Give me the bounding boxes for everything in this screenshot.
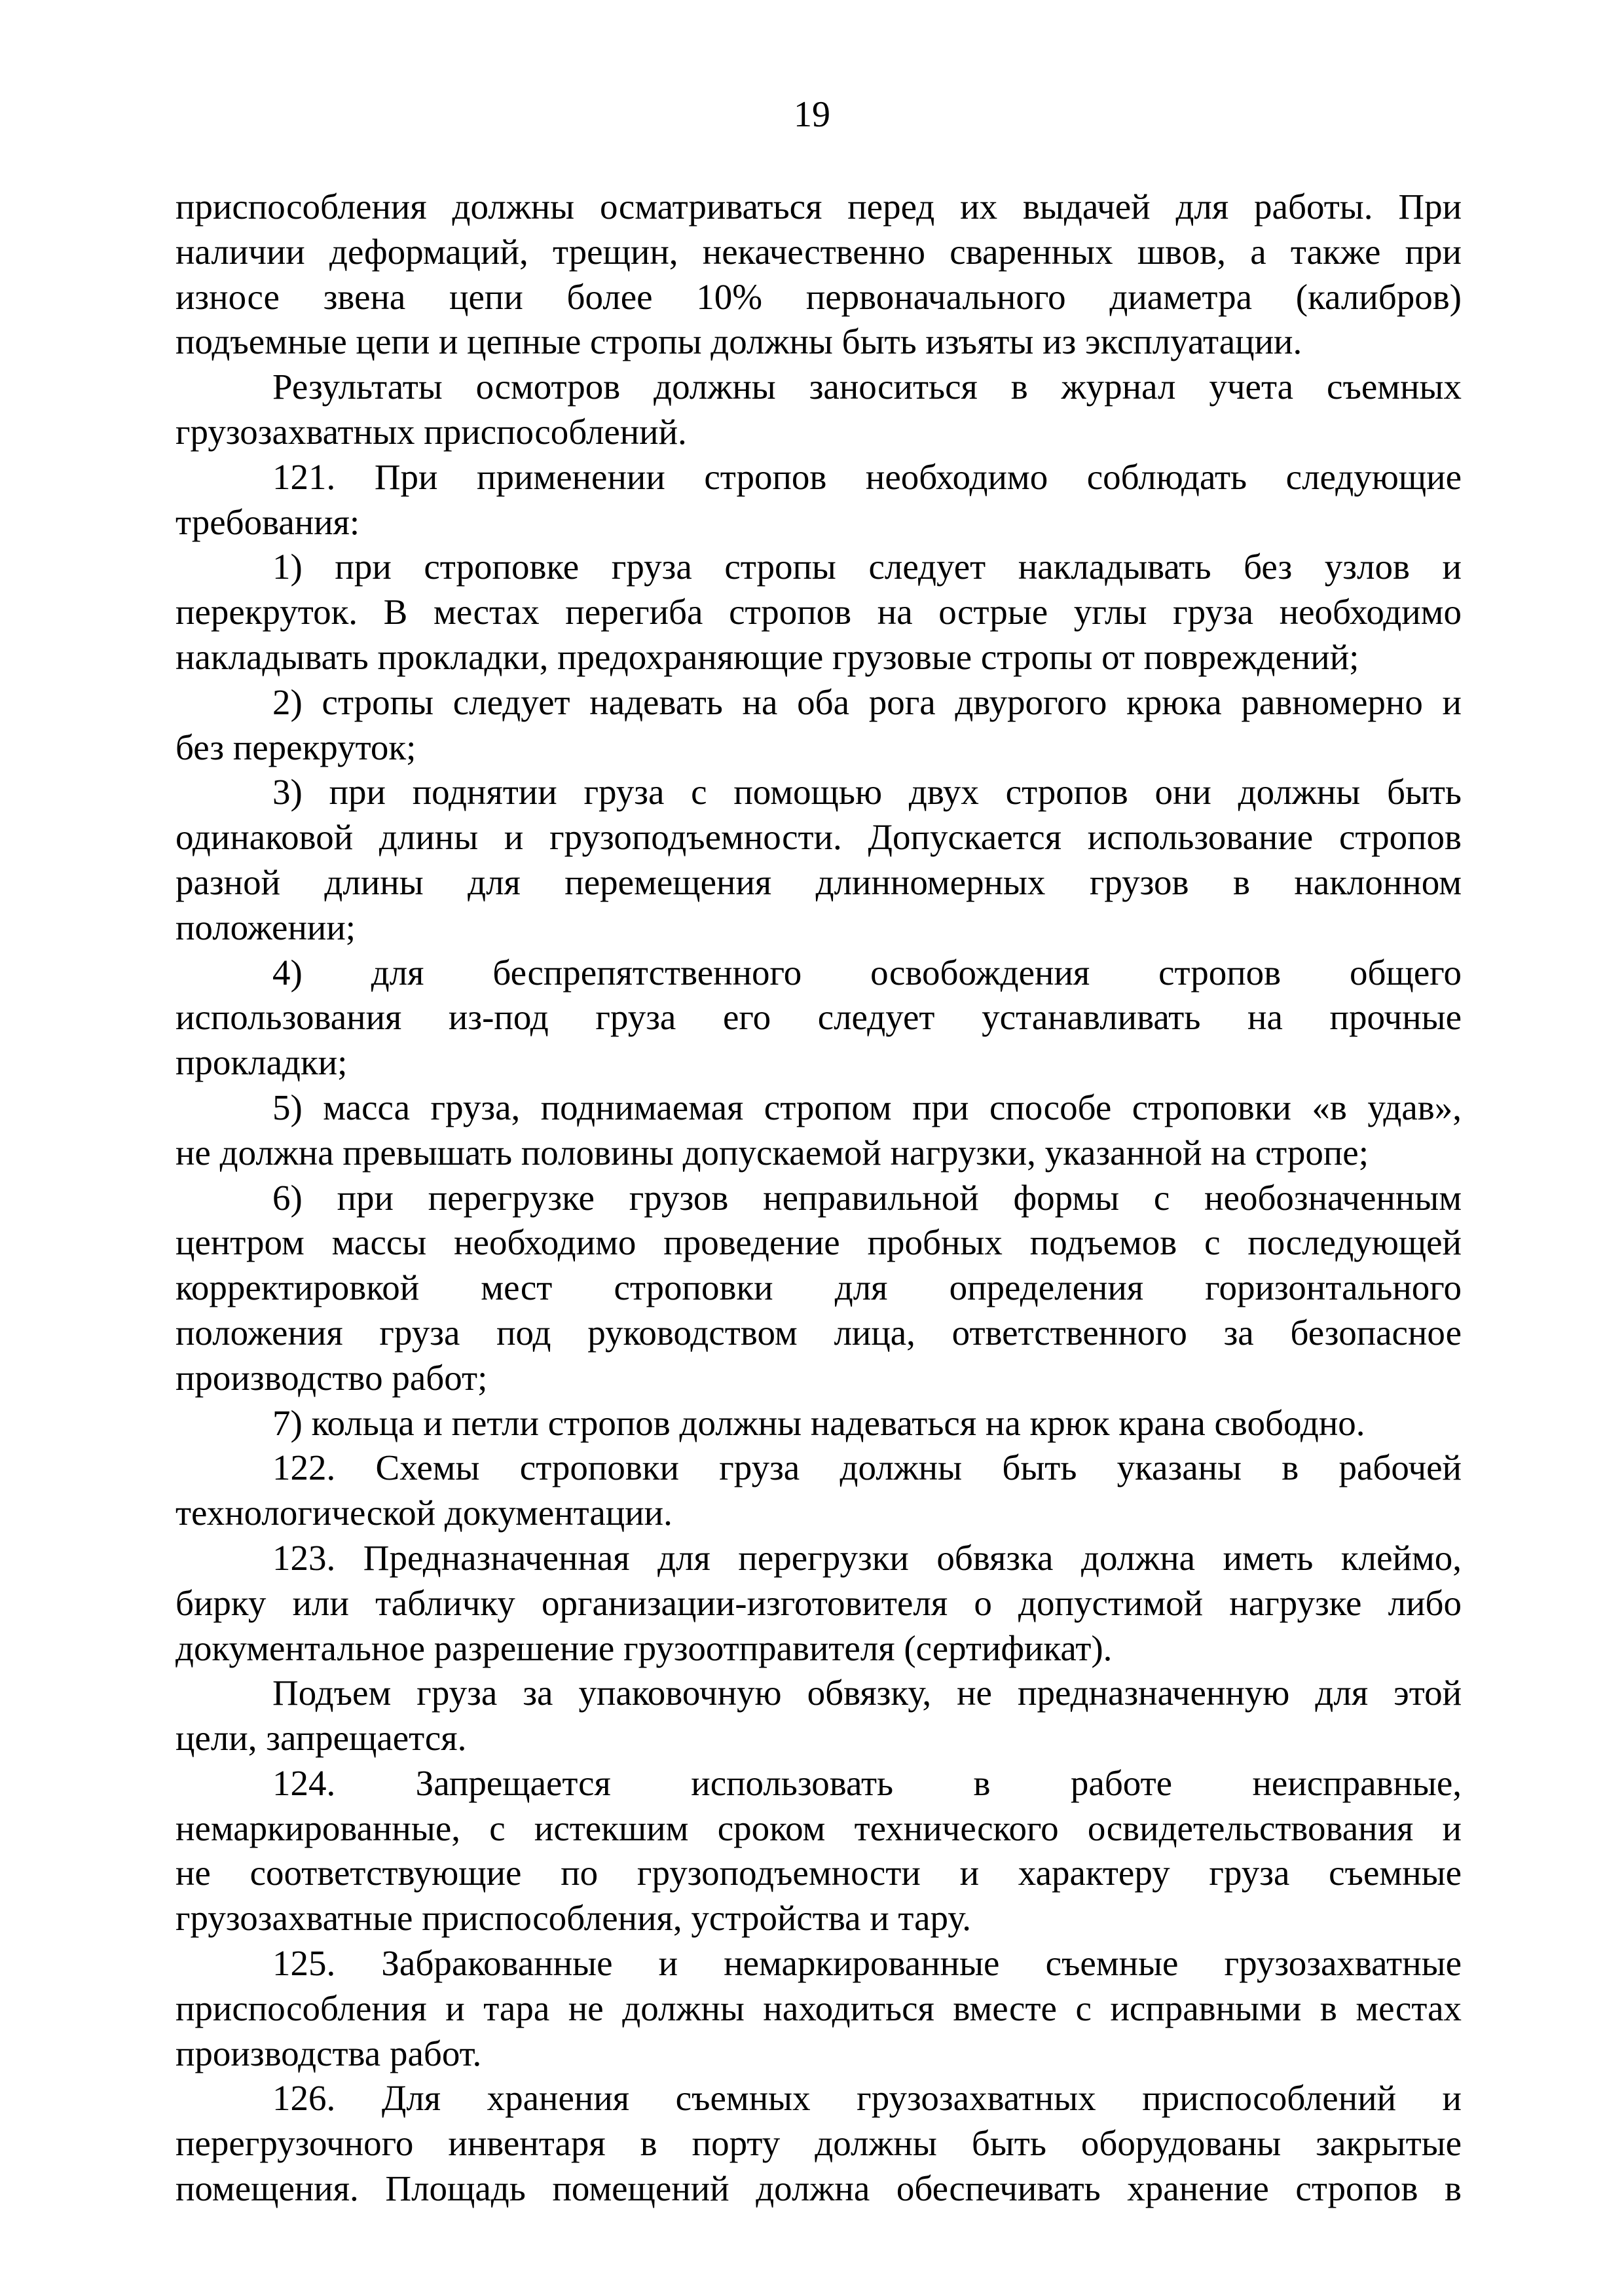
document-body — [175, 185, 1462, 2212]
paragraph — [175, 1941, 1462, 2076]
text-line: требования: — [175, 501, 360, 542]
text-line: производства работ. — [175, 2033, 482, 2073]
text-line: перегрузочного инвентаря в порту должны быть оборудованы закрытые — [175, 2123, 1462, 2164]
text-line: прокладки; — [175, 1042, 348, 1083]
text-line: 124. Запрещается использовать в работе неисправные, — [272, 1762, 1462, 1803]
paragraph — [175, 365, 1462, 455]
paragraph — [175, 545, 1462, 680]
text-line: помещения. Площадь помещений должна обеспечивать хранение стропов в — [175, 2168, 1462, 2209]
paragraph — [175, 455, 1462, 545]
text-line: перекруток. В местах перегиба стропов на острые углы груза необходимо — [175, 592, 1462, 632]
text-line: наличии деформаций, трещин, некачественно сваренных швов, а также при — [175, 231, 1462, 272]
text-line: подъемные цепи и цепные стропы должны быть изъяты из эксплуатации. — [175, 321, 1302, 362]
text-line: 121. При применении стропов необходимо соблюдать следующие — [272, 456, 1462, 497]
paragraph — [175, 770, 1462, 950]
text-line: Подъем груза за упаковочную обвязку, не предназначенную для этой — [272, 1673, 1462, 1713]
text-line: не соответствующие по грузоподъемности и характеру груза съемные — [175, 1853, 1462, 1893]
text-line: 5) масса груза, поднимаемая стропом при способе строповки «в удав», — [272, 1087, 1462, 1127]
paragraph — [175, 680, 1462, 771]
text-line: документальное разрешение грузоотправителя (сертификат). — [175, 1628, 1113, 1668]
text-line: 4) для беспрепятственного освобождения стропов общего — [272, 952, 1462, 993]
paragraph — [175, 1761, 1462, 1941]
paragraph — [175, 1536, 1462, 1671]
text-line: не должна превышать половины допускаемой нагрузки, указанной на стропе; — [175, 1132, 1369, 1173]
text-line: 2) стропы следует надевать на оба рога двурогого крюка равномерно и — [272, 682, 1462, 722]
paragraph — [175, 1671, 1462, 1761]
text-line: грузозахватных приспособлений. — [175, 411, 687, 452]
text-line: 123. Предназначенная для перегрузки обвязка должна иметь клеймо, — [272, 1537, 1462, 1578]
paragraph — [175, 2076, 1462, 2211]
text-line: без перекруток; — [175, 727, 416, 767]
text-line: приспособления и тара не должны находиться вместе с исправными в местах — [175, 1988, 1462, 2028]
paragraph — [175, 1176, 1462, 1401]
text-line: одинаковой длины и грузоподъемности. Допускается использование стропов — [175, 817, 1462, 858]
text-line: 1) при строповке груза стропы следует накладывать без узлов и — [272, 547, 1462, 587]
text-line: корректировкой мест строповки для определения горизонтального — [175, 1267, 1462, 1308]
text-line: разной длины для перемещения длинномерных грузов в наклонном — [175, 862, 1462, 902]
text-line: накладывать прокладки, предохраняющие грузовые стропы от повреждений; — [175, 636, 1359, 677]
text-line: приспособления должны осматриваться перед их выдачей для работы. При — [175, 187, 1462, 227]
text-line: 125. Забракованные и немаркированные съемные грузозахватные — [272, 1943, 1462, 1984]
paragraph — [175, 185, 1462, 365]
text-line: 126. Для хранения съемных грузозахватных приспособлений и — [272, 2078, 1462, 2119]
text-line: 122. Схемы строповки груза должны быть указаны в рабочей — [272, 1448, 1462, 1488]
text-line: положения груза под руководством лица, ответственного за безопасное — [175, 1312, 1462, 1353]
text-line: Результаты осмотров должны заноситься в журнал учета съемных — [272, 367, 1462, 407]
text-line: бирку или табличку организации-изготовителя о допустимой нагрузке либо — [175, 1582, 1462, 1623]
paragraph — [175, 1446, 1462, 1536]
text-line: использования из-под груза его следует устанавливать на прочные — [175, 997, 1462, 1038]
text-line: немаркированные, с истекшим сроком технического освидетельствования и — [175, 1808, 1462, 1848]
paragraph — [175, 1085, 1462, 1176]
paragraph — [175, 951, 1462, 1085]
text-line: 6) при перегрузке грузов неправильной формы с необозначенным — [272, 1177, 1462, 1218]
text-line: технологической документации. — [175, 1493, 673, 1533]
text-line: цели, запрещается. — [175, 1718, 467, 1758]
paragraph — [175, 1401, 1462, 1446]
page-number: 19 — [794, 94, 830, 135]
text-line: износе звена цепи более 10% первоначального диаметра (калибров) — [175, 276, 1462, 317]
text-line: положении; — [175, 907, 356, 947]
text-line: центром массы необходимо проведение пробных подъемов с последующей — [175, 1222, 1462, 1263]
text-line: грузозахватные приспособления, устройства и тару. — [175, 1898, 972, 1939]
text-line: 3) при поднятии груза с помощью двух стропов они должны быть — [272, 772, 1462, 812]
text-line: 7) кольца и петли стропов должны надеваться на крюк крана свободно. — [272, 1402, 1365, 1443]
text-line: производство работ; — [175, 1357, 488, 1398]
